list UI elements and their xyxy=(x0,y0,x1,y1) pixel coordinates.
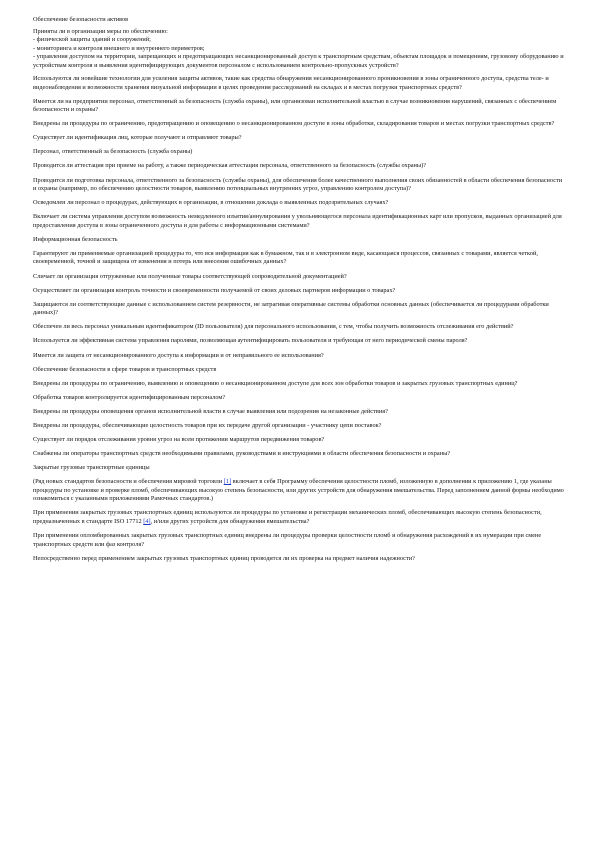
question-item xyxy=(33,75,565,92)
list-item: - мониторинга и контроля внешнего и внутреннего периметров; xyxy=(33,44,205,52)
question-text: Используются ли новейшие технологии для усиления защиты активов, такие как средства обнаружения несанкционированного проникновения в зоны ограниченного доступа, средства теле- и видеонаблюдения и возможности хранения визуальной информации в целях проведения расследований на складах и в местах погрузки транспортных средств? xyxy=(33,75,549,91)
question-item xyxy=(33,287,565,296)
question-text: Персонал, ответственный за безопасность (служба охраны) xyxy=(33,148,193,156)
question-text: Существует ли порядок отслеживания уровня угроз на всем протяжении маршрутов передвижения товаров? xyxy=(33,436,325,444)
question-text: Осуществляет ли организация контроль точности и своевременности получаемой от своих деловых партнеров информации о товарах? xyxy=(33,286,396,294)
question-text: Осведомлен ли персонал о процедурах, действующих в организации, в отношении доклада о выявленных подозрительных случаях? xyxy=(33,199,389,207)
question-text: При применении опломбированных закрытых грузовых транспортных единиц внедрены ли процедуры проверки целостности пломб и обнаружения расхождений в их нумерации при смене транспортных средств или фаз контроля? xyxy=(33,532,542,548)
question-item xyxy=(33,450,565,459)
question-text: Информационная безопасность xyxy=(33,235,118,243)
question-text: Обеспечен ли весь персонал уникальным идентификатором (ID пользователя) для персонального использования, с тем, чтобы получить возможность отслеживания его действий? xyxy=(33,323,514,331)
question-text-continued: включает в себя Программу обеспечения целостности пломб, изложенную в дополнении к приложению 1, где указаны процедуры по установке и проверке пломб, обеспечивающих высокую степень безопасности, или других устройств для обнаружения вмешательства. Перед заполнением данной формы необходимо ознакомиться с указанными приложениями Рамочных стандартов.) xyxy=(33,478,564,503)
question-text: Гарантируют ли применяемые организацией процедуры то, что вся информация как в бумажном, так и в электронном виде, касающаяся процессов, связанных с товарами, является четкой, своевременной, точной и защищена от изменения и потерь или внесения ошибочных данных? xyxy=(33,249,538,266)
question-item xyxy=(33,134,565,143)
question-item xyxy=(33,98,565,115)
question-item xyxy=(33,162,565,171)
intro-question: Приняты ли в организации меры по обеспечению: xyxy=(33,27,168,35)
question-item xyxy=(33,236,565,245)
question-text: Обработка товаров контролируется идентифицированным персоналом? xyxy=(33,393,226,401)
question-item xyxy=(33,148,565,157)
question-item xyxy=(33,301,565,318)
question-text: Сличает ли организация отгруженные или полученные товары соответствующей сопроводительной документацией? xyxy=(33,272,347,280)
question-text: Обеспечение безопасности в сфере товаров и транспортных средств xyxy=(33,365,217,373)
question-item xyxy=(33,273,565,282)
question-item xyxy=(33,120,565,129)
question-item xyxy=(33,199,565,208)
question-text: Имеется ли на предприятии персонал, ответственный за безопасность (служба охраны), или организован исполнительной властью в случае возникновения нарушений, связанных с обеспечением безопасности и охраны? xyxy=(33,97,557,114)
question-item xyxy=(33,323,565,332)
question-list xyxy=(33,75,565,563)
question-item xyxy=(33,337,565,346)
question-item xyxy=(33,532,565,549)
question-item xyxy=(33,380,565,389)
question-item xyxy=(33,408,565,417)
question-text: (Ряд новых стандартов безопасности и обеспечения мировой торговли xyxy=(33,478,224,486)
reference-link[interactable]: [1] xyxy=(223,478,232,486)
reference-link[interactable]: [4] xyxy=(143,517,151,525)
question-text: Включает ли система управления доступом возможность немедленного изъятия/аннулирования у увольняющегося персонала идентификационных карт или пропусков, выданных организацией для предоставления доступа в зоны ограниченного доступа и для работы с информационными системами? xyxy=(33,213,562,229)
question-item xyxy=(33,213,565,230)
question-item xyxy=(33,509,565,526)
question-text: Существует ли идентификация лиц, которые получают и отправляют товары? xyxy=(33,134,242,142)
question-text-continued: , и/или других устройств для обнаружения вмешательства? xyxy=(150,517,310,525)
question-item xyxy=(33,366,565,375)
question-text: Непосредственно перед применением закрытых грузовых транспортных единиц проводится ли их проверка на предмет наличия надежности? xyxy=(33,554,415,562)
list-item: - управления доступом на территории, запрещающих и предотвращающих несанкционированный доступ к транспортным средствам, объектам площадок и помещениям, грузовому оборудованию и устройствам контроля и выявления идентифицирующих документов персоналом с использованием контрольно-пропускных устройств? xyxy=(33,53,564,69)
document-page xyxy=(33,16,565,569)
question-text: Внедрены ли процедуры по ограничению, выявлению и оповещению о несанкционированном доступе для всех зон обработки товаров и закрытых грузовых транспортных единиц? xyxy=(33,379,518,387)
question-text: Защищаются ли соответствующие данные с использованием систем резервности, не затрагивая оперативные системы обработки основных данных (обеспечивается ли процедурами обработки данных)? xyxy=(33,300,549,317)
question-item xyxy=(33,394,565,403)
question-text: Закрытые грузовые транспортные единицы xyxy=(33,464,150,472)
list-item: - физической защиты зданий и сооружений; xyxy=(33,36,151,43)
question-item xyxy=(33,555,565,564)
question-text: Внедрены ли процедуры по ограничению, предотвращению и оповещению о несанкционированном доступе в зоны обработки, складирования товаров и местах погрузки транспортных средств? xyxy=(33,120,555,128)
question-item xyxy=(33,250,565,267)
question-text: Используется ли эффективная система управления паролями, позволяющая аутентифицировать пользователя и требующая от него периодической смены пароля? xyxy=(33,337,468,345)
question-text: Снабжены ли операторы транспортных средств необходимыми правилами, руководствами и инструкциями в области обеспечения безопасности и охраны? xyxy=(33,450,451,458)
page-title: Обеспечение безопасности активов xyxy=(33,16,129,23)
question-text: При применении закрытых грузовых транспортных единиц используются ли процедуры по установке и регистрации механических пломб, обеспечивающих высокую степень безопасности, предназначенных в стандарте ISO 17712 xyxy=(33,509,542,525)
question-text: Проводится ли подготовка персонала, ответственного за безопасность (службы охраны), для обеспечения более качественного выполнения своих обязанностей в области обеспечения безопасности и охраны (например, по обеспечению целостности товаров, выявлению потенциальных внутренних угроз, управлению контролем доступа)? xyxy=(33,176,563,193)
question-text: Имеется ли защита от несанкционированного доступа к информации и от неправильного ее использования? xyxy=(33,351,324,359)
question-item xyxy=(33,478,565,504)
measures-list xyxy=(33,36,565,70)
question-item xyxy=(33,436,565,445)
question-item xyxy=(33,464,565,473)
question-text: Проводится ли аттестация при приеме на работу, а также периодическая аттестация персонала, ответственного за безопасность (службы охраны)? xyxy=(33,162,427,170)
question-text: Внедрены ли процедуры оповещения органов исполнительной власти в случае выявления или подозрения на незаконные действия? xyxy=(33,407,388,415)
question-text: Внедрены ли процедуры, обеспечивающие целостность товаров при их передаче другой организации - участнику цепи поставок? xyxy=(33,421,382,429)
question-item xyxy=(33,422,565,431)
question-item xyxy=(33,352,565,361)
question-item xyxy=(33,177,565,194)
